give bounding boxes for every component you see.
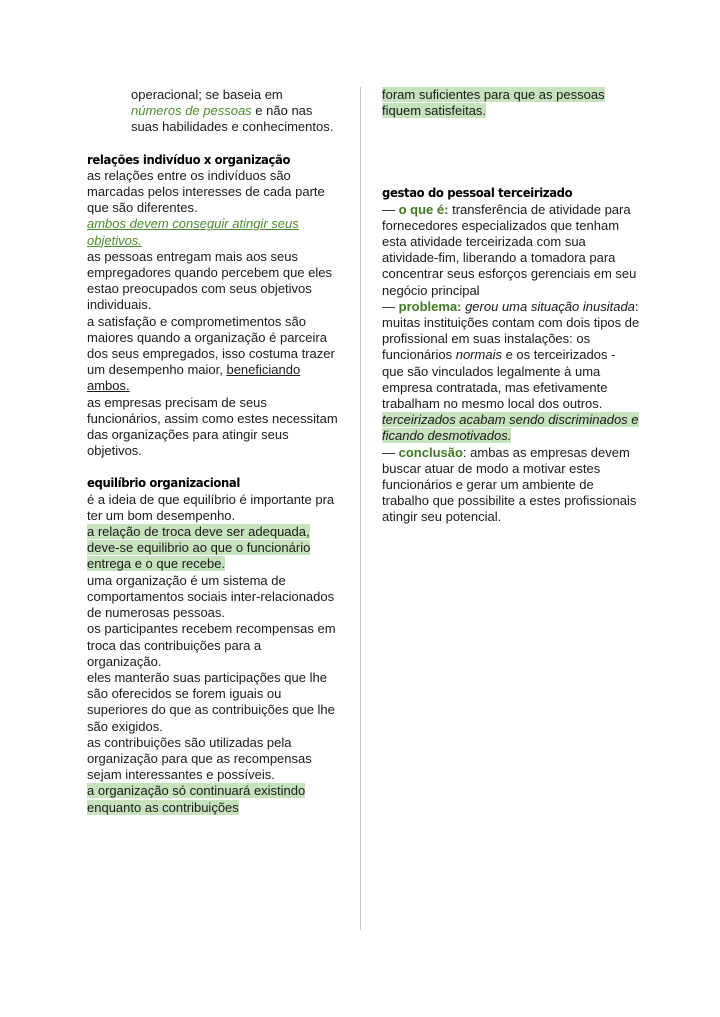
- dash: —: [382, 201, 399, 217]
- terceirizado-problema: [382, 299, 640, 412]
- relacoes-p4-text: a satisfação e comprometimentos são maiores quando a organização é parceira dos seus empregados, isso costuma trazer um desempenho maior,: [87, 313, 335, 378]
- relacoes-p2-emphasis: ambos devem conseguir atingir seus objetivos.: [87, 216, 299, 248]
- text-o-que-e: transferência de atividade para fornecedores especializados que tenham esta atividade terceirizada com sua atividade-fim, liberando a tomadora para concentrar seus esforços gerenciais em seu negócio principal: [382, 201, 637, 298]
- left-column: [87, 87, 339, 816]
- intro-text-end: e não nas suas habilidades e conhecimentos.: [131, 103, 334, 135]
- relacoes-p4: [87, 314, 339, 395]
- heading-relacoes: relações indivíduo x organização: [87, 151, 291, 167]
- problema-text-end: e os terceirizados - que são vinculados legalmente à uma empresa contratada, mas efetivamente trabalham no mesmo local dos outros.: [382, 347, 616, 412]
- intro-paragraph: [87, 87, 339, 136]
- equilibrio-p1: é a ideia de que equilíbrio é importante pra ter um bom desempenho.: [87, 491, 335, 523]
- equilibrio-p4: os participantes recebem recompensas em troca das contribuições para a organização.: [87, 621, 336, 669]
- equilibrio-p6: as contribuições são utilizadas pela organização para que as recompensas sejam interessantes e possíveis.: [87, 734, 312, 783]
- heading-equilibrio: equilíbrio organizacional: [87, 475, 240, 491]
- label-o-que-e: o que é:: [398, 201, 449, 217]
- problema-emphasis: gerou uma situação inusitada: [461, 298, 635, 314]
- equilibrio-p2-highlight: a relação de troca deve ser adequada, deve-se equilibrio ao que o funcionário entrega e o que recebe.: [87, 524, 311, 572]
- equilibrio-p3: uma organização é um sistema de comportamentos sociais inter-relacionados de numerosas pessoas.: [87, 572, 335, 621]
- equilibrio-p5: eles manterão suas participações que lhe são oferecidos se forem iguais ou superiores do que as contribuições que lhe são exigidos.: [87, 669, 335, 734]
- discriminados-highlight: terceirizados acabam sendo discriminados e ficando desmotivados.: [382, 412, 639, 444]
- dash: —: [382, 444, 399, 460]
- continuation-highlight: foram suficientes para que as pessoas fiquem satisfeitas.: [382, 87, 605, 119]
- relacoes-p3: as pessoas entregam mais aos seus empregadores quando percebem que eles estao preocupados com seus objetivos individuais.: [87, 248, 333, 313]
- dash: —: [382, 298, 399, 314]
- relacoes-p5: as empresas precisam de seus funcionários, assim como estes necessitam das organizações para atingir seus objetivos.: [87, 394, 338, 459]
- terceirizado-o-que-e: [382, 202, 640, 299]
- label-problema: problema:: [398, 298, 462, 314]
- conclusao-text: : ambas as empresas devem buscar atuar de modo a motivar estes funcionários e gerar um ambiente de trabalho que possibilite a estes profissionais atingir seu potencial.: [382, 444, 637, 525]
- relacoes-p4-underline: beneficiando ambos.: [87, 362, 301, 394]
- equilibrio-p7-highlight: a organização só continuará existindo enquanto as contribuições: [87, 783, 306, 815]
- label-conclusao: conclusão: [398, 444, 463, 460]
- heading-terceirizado: gestao do pessoal terceirizado: [382, 185, 573, 201]
- intro-text: operacional; se baseia em: [131, 87, 283, 102]
- column-divider: [360, 87, 361, 930]
- problema-emphasis-normais: normais: [455, 347, 502, 363]
- problema-text: : muitas instituições contam com dois tipos de profissional em suas instalações: os funcionários: [382, 298, 640, 363]
- terceirizado-conclusao: [382, 445, 640, 526]
- right-column: [382, 87, 640, 526]
- intro-emphasis: números de pessoas: [131, 103, 252, 119]
- relacoes-p1: as relações entre os indivíduos são marcadas pelos interesses de cada parte que são diferentes.: [87, 167, 325, 216]
